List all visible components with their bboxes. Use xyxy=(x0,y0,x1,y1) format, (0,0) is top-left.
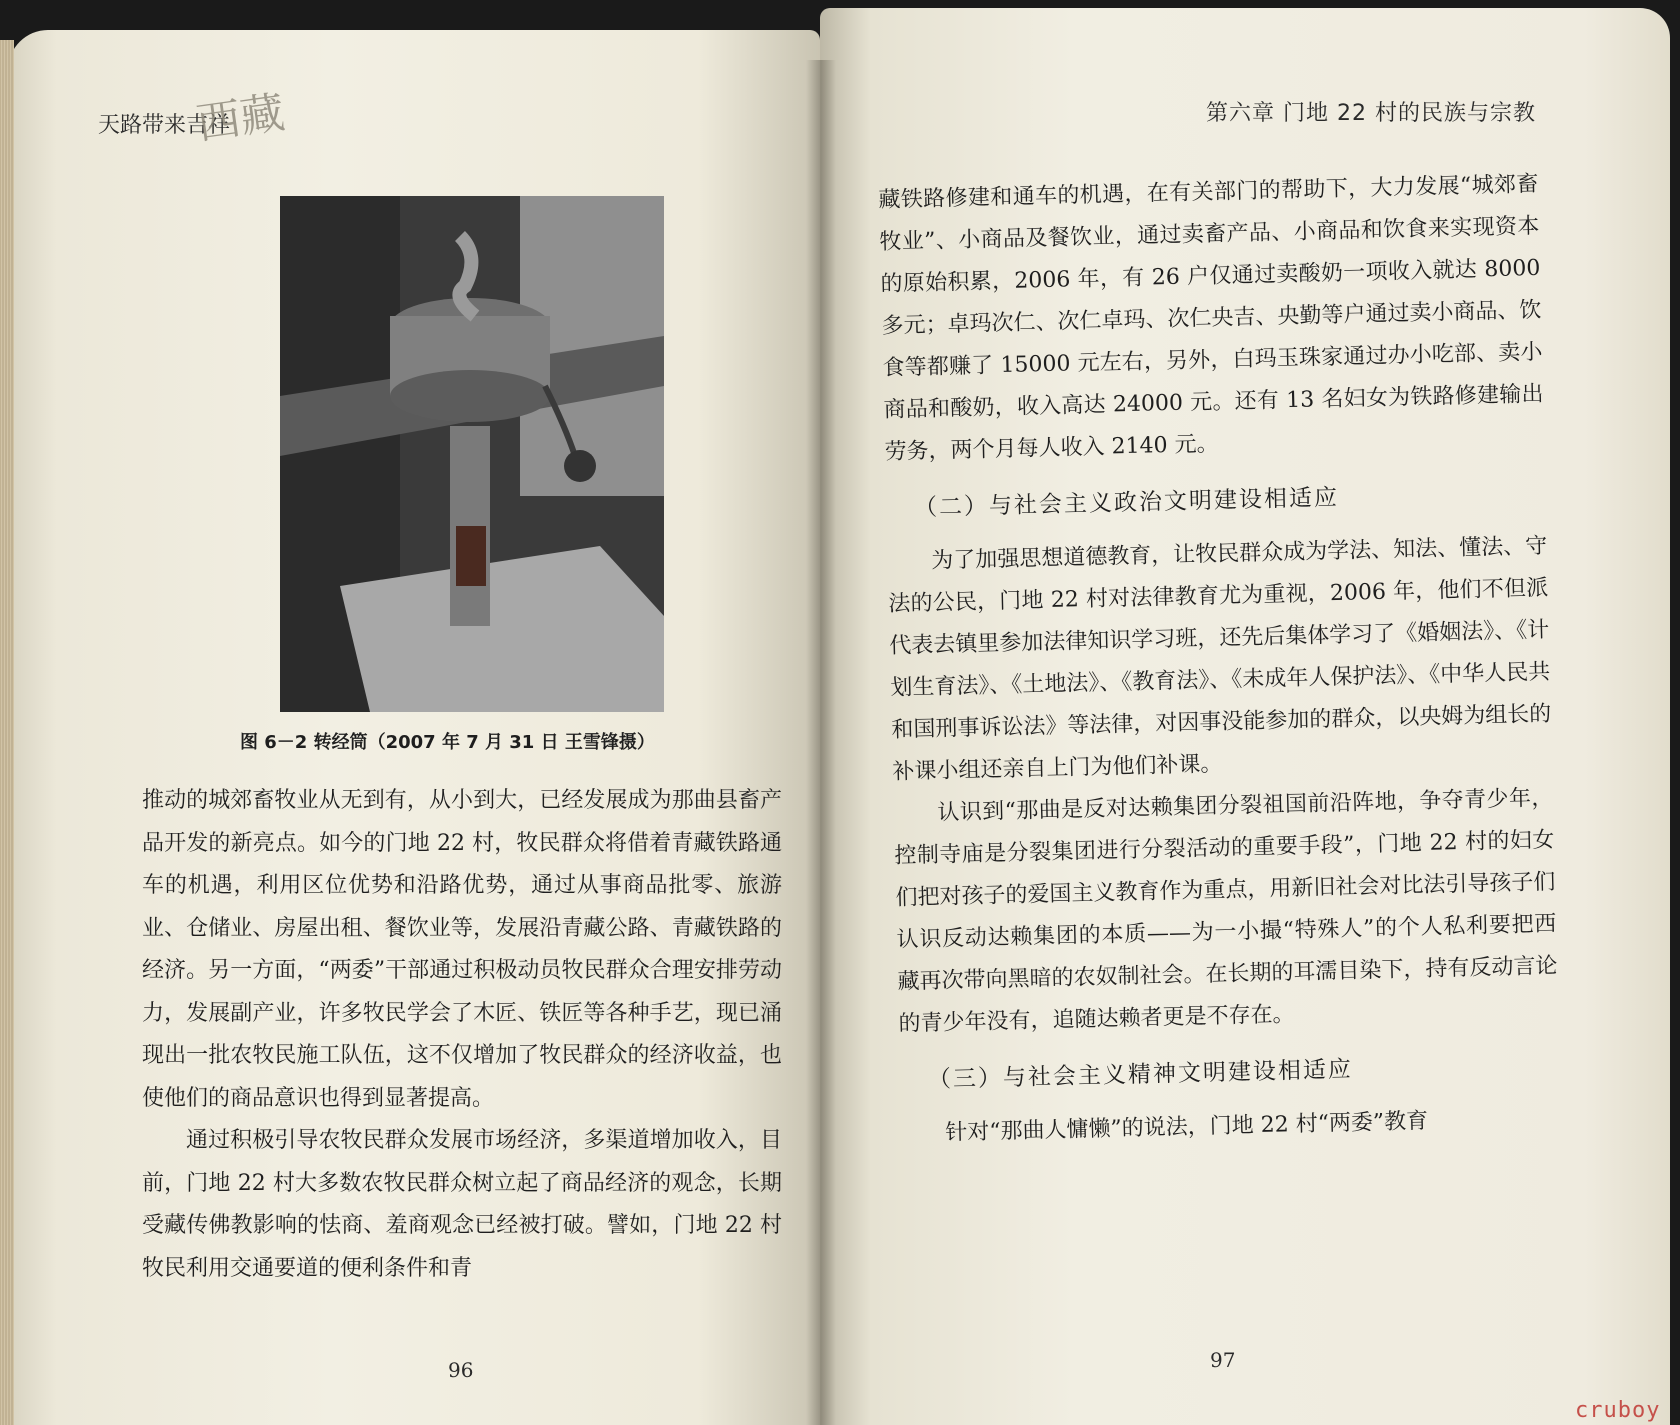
prayer-wheel-photo xyxy=(280,196,664,712)
right-paragraph-1: 藏铁路修建和通车的机遇，在有关部门的帮助下，大力发展“城郊畜牧业”、小商品及餐饮业，通过卖畜产品、小商品和饮食来实现资本的原始积累，2006 年，有 26 户仅通过卖酸奶一项收入就达 8000 多元；卓玛次仁、次仁卓玛、次仁央吉、央勤等户通过卖小商品、饮食等都赚了 15000 元左右，另外，白玛玉珠家通过办小吃部、卖小商品和酸奶，收入高达 24000 元。还有 13 名妇女为铁路修建输出劳务，两个月每人收入 2140 元。 xyxy=(878,171,1544,465)
page-number-left: 96 xyxy=(448,1358,474,1382)
right-paragraph-2: 为了加强思想道德教育，让牧民群众成为学法、知法、懂法、守法的公民，门地 22 村对法律教育尤为重视，2006 年，他们不但派代表去镇里参加法律知识学习班，还先后集体学习了《婚姻法》、《计划生育法》、《土地法》、《教育法》、《未成年人保护法》、《中华人民共和国刑事诉讼法》等法律，对因事没能参加的群众，以央姆为组长的补课小组还亲自上门为他们补课。 xyxy=(888,533,1552,785)
book-spine xyxy=(806,60,836,1425)
right-paragraph-3: 认识到“那曲是反对达赖集团分裂祖国前沿阵地，争夺青少年，控制寺庙是分裂集团进行分裂活动的重要手段”，门地 22 村的妇女们把对孩子的爱国主义教育作为重点，用新旧社会对比法引导孩子们认识反动达赖集团的本质——为一小撮“特殊人”的个人私利要把西藏再次带向黑暗的农奴制社会。在长期的耳濡目染下，持有反动言论的青少年没有，追随达赖者更是不存在。 xyxy=(894,785,1558,1037)
figure-caption: 图 6－2 转经筒（2007 年 7 月 31 日 王雪锋摄） xyxy=(240,732,655,753)
left-page-body xyxy=(142,780,782,1290)
right-paragraph-4: 针对“那曲人慵懒”的说法，门地 22 村“两委”教育 xyxy=(945,1108,1429,1146)
right-page-body xyxy=(878,164,1562,1156)
running-head-left: 天路带来吉祥 xyxy=(98,113,231,138)
header-logo: 西藏 xyxy=(193,87,288,150)
page-edges xyxy=(0,40,14,1425)
running-head-right: 第六章 门地 22 村的民族与宗教 xyxy=(1206,101,1536,126)
section-heading-2: （二）与社会主义政治文明建设相适应 xyxy=(913,484,1340,522)
left-paragraph-2: 通过积极引导农牧民群众发展市场经济，多渠道增加收入，目前，门地 22 村大多数农牧民群众树立起了商品经济的观念，长期受藏传佛教影响的怯商、羞商观念已经被打破。譬如，门地 22 村牧民利用交通要道的便利条件和青 xyxy=(142,1128,782,1281)
watermark: cruboy xyxy=(1575,1398,1661,1423)
page-number-right: 97 xyxy=(1210,1348,1236,1372)
section-heading-3: （三）与社会主义精神文明建设相适应 xyxy=(927,1056,1354,1094)
left-paragraph-1: 推动的城郊畜牧业从无到有，从小到大，已经发展成为那曲县畜产品开发的新亮点。如今的门地 22 村，牧民群众将借着青藏铁路通车的机遇，利用区位优势和沿路优势，通过从事商品批零、旅游业、仓储业、房屋出租、餐饮业等，发展沿青藏公路、青藏铁路的经济。另一方面，“两委”干部通过积极动员牧民群众合理安排劳动力，发展副产业，许多牧民学会了木匠、铁匠等各种手艺，现已涌现出一批农牧民施工队伍，这不仅增加了牧民群众的经济收益，也使他们的商品意识也得到显著提高。 xyxy=(142,788,782,1111)
prayer-wheel-illustration xyxy=(280,196,664,712)
